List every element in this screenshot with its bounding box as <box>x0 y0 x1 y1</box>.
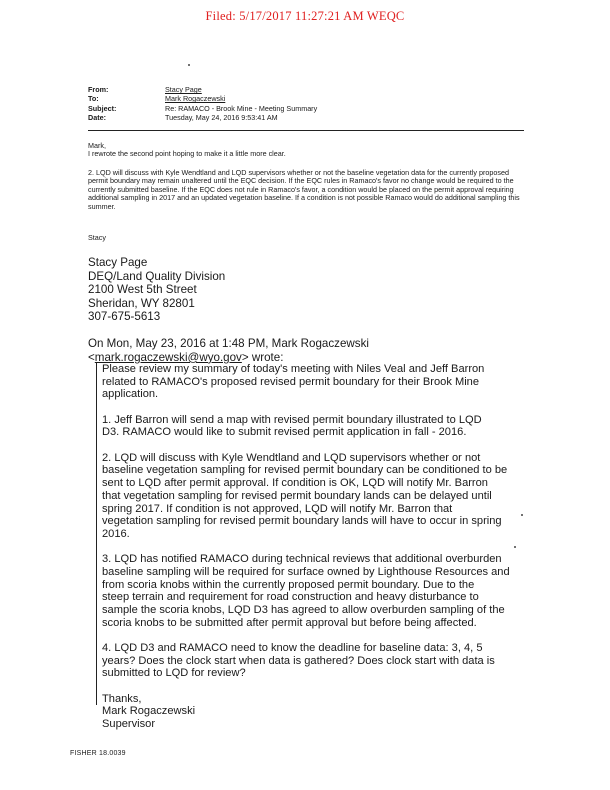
quoted-message <box>96 363 532 731</box>
quoted-line: that vegetation sampling for revised permit boundary lands can be delayed until <box>102 489 492 502</box>
header-date-row <box>88 113 317 122</box>
filed-stamp: Filed: 5/17/2017 11:27:21 AM WEQC <box>205 9 405 23</box>
from-link[interactable]: Stacy Page <box>165 85 202 94</box>
scan-speck <box>188 64 190 66</box>
quoted-line: steep terrain and requirement for road construction and heavy disturbance to <box>102 591 479 604</box>
signature-phone: 307-675-5613 <box>88 310 161 324</box>
quoted-thanks: Thanks, <box>102 692 142 705</box>
email-header <box>88 85 317 123</box>
signature-street: 2100 West 5th Street <box>88 283 197 297</box>
signature-division: DEQ/Land Quality Division <box>88 269 226 283</box>
to-label: To: <box>88 94 99 104</box>
reply-intro: I rewrote the second point hoping to make it a little more clear. <box>88 149 286 159</box>
from-label: From: <box>88 85 109 94</box>
quoted-point-1 <box>102 414 532 439</box>
reply-point-2 <box>88 169 528 211</box>
quoted-point-4 <box>102 642 532 680</box>
reply-opening <box>88 142 528 159</box>
header-divider <box>88 130 524 131</box>
reply-point-2-text: 2. LQD will discuss with Kyle Wendtland and LQD supervisors whether or not the baseline vegetation data for the currently proposed permit boundary may remain unaltered until the EQC decision. If the EQC rules in Ramaco's favor no change would be required to the currently submitted baseline. If the EQC does not rule in Ramaco's favor, a condition would be placed on the permit approval requiring additional sampling in 2017 and an updated vegetation baseline. If a condition is not possible Ramaco would do additional sampling this summer. <box>88 168 520 211</box>
quoted-line: 3. LQD has notified RAMACO during technical reviews that additional overburden <box>102 553 502 566</box>
quoted-line: scoria knobs to be submitted after permit approval but before being affected. <box>102 616 477 629</box>
quoted-signoff <box>102 693 532 731</box>
quoted-line: 4. LQD D3 and RAMACO need to know the deadline for baseline data: 3, 4, 5 <box>102 642 483 655</box>
quoted-line: application. <box>102 388 159 401</box>
email-open: < <box>88 350 95 364</box>
quoted-line: 2016. <box>102 527 130 540</box>
quoted-line: spring 2017. If condition is not approved, LQD will notify Mr. Barron that <box>102 502 453 515</box>
signature-city: Sheridan, WY 82801 <box>88 296 195 310</box>
header-subject-row <box>88 104 317 113</box>
quoted-line: sent to LQD after permit approval. If condition is OK, LQD will notify Mr. Barron <box>102 477 488 490</box>
quoted-line: vegetation sampling for revised permit boundary lands will have to occur in spring <box>102 515 502 528</box>
quoted-line: from scoria knobs within the currently proposed permit boundary. Due to the <box>102 578 475 591</box>
quoted-line: sample the scoria knobs, LQD D3 has agreed to allow overburden sampling of the <box>102 604 505 617</box>
quoted-point-3 <box>102 553 532 629</box>
reply-greeting: Mark, <box>88 141 106 150</box>
quoted-line: Please review my summary of today's meeting with Niles Veal and Jeff Barron <box>102 363 485 375</box>
quoted-line: D3. RAMACO would like to submit revised permit application in fall - 2016. <box>102 426 467 439</box>
header-from-row <box>88 85 317 94</box>
to-link[interactable]: Mark Rogaczewski <box>165 94 226 104</box>
quoted-line: related to RAMACO's proposed revised permit boundary for their Brook Mine <box>102 375 480 388</box>
quoted-point-2 <box>102 452 532 541</box>
signature-name: Stacy Page <box>88 256 148 269</box>
quoted-sender-name: Mark Rogaczewski <box>102 705 196 718</box>
quoted-line: 1. Jeff Barron will send a map with revised permit boundary illustrated to LQD <box>102 413 482 426</box>
quoted-sender-title: Supervisor <box>102 718 156 731</box>
quote-attribution <box>88 337 369 365</box>
signature-block <box>88 256 225 324</box>
subject-value: Re: RAMACO - Brook Mine - Meeting Summary <box>165 103 318 113</box>
quoted-line: years? Does the clock start when data is gathered? Does clock start with data is <box>102 654 495 667</box>
email-link[interactable]: mark.rogaczewski@wyo.gov <box>94 350 242 364</box>
quoted-line: 2. LQD will discuss with Kyle Wendtland and LQD supervisors whether or not <box>102 451 481 464</box>
bates-number: FISHER 18.0039 <box>70 750 126 757</box>
quoted-line: submitted to LQD for review? <box>102 667 246 680</box>
reply-signoff: Stacy <box>88 233 106 242</box>
email-close: > wrote: <box>241 350 284 364</box>
subject-label: Subject: <box>88 103 117 113</box>
date-label: Date: <box>88 113 106 123</box>
quote-attribution-line: On Mon, May 23, 2016 at 1:48 PM, Mark Rogaczewski <box>88 337 369 350</box>
header-to-row <box>88 94 317 103</box>
quoted-line: baseline sampling will be required for surface owned by Lighthouse Resources and <box>102 565 510 578</box>
quoted-intro <box>102 363 532 401</box>
quoted-line: baseline vegetation sampling for revised permit boundary can be conditioned to be <box>102 464 508 477</box>
date-value: Tuesday, May 24, 2016 9:53:41 AM <box>165 113 278 123</box>
